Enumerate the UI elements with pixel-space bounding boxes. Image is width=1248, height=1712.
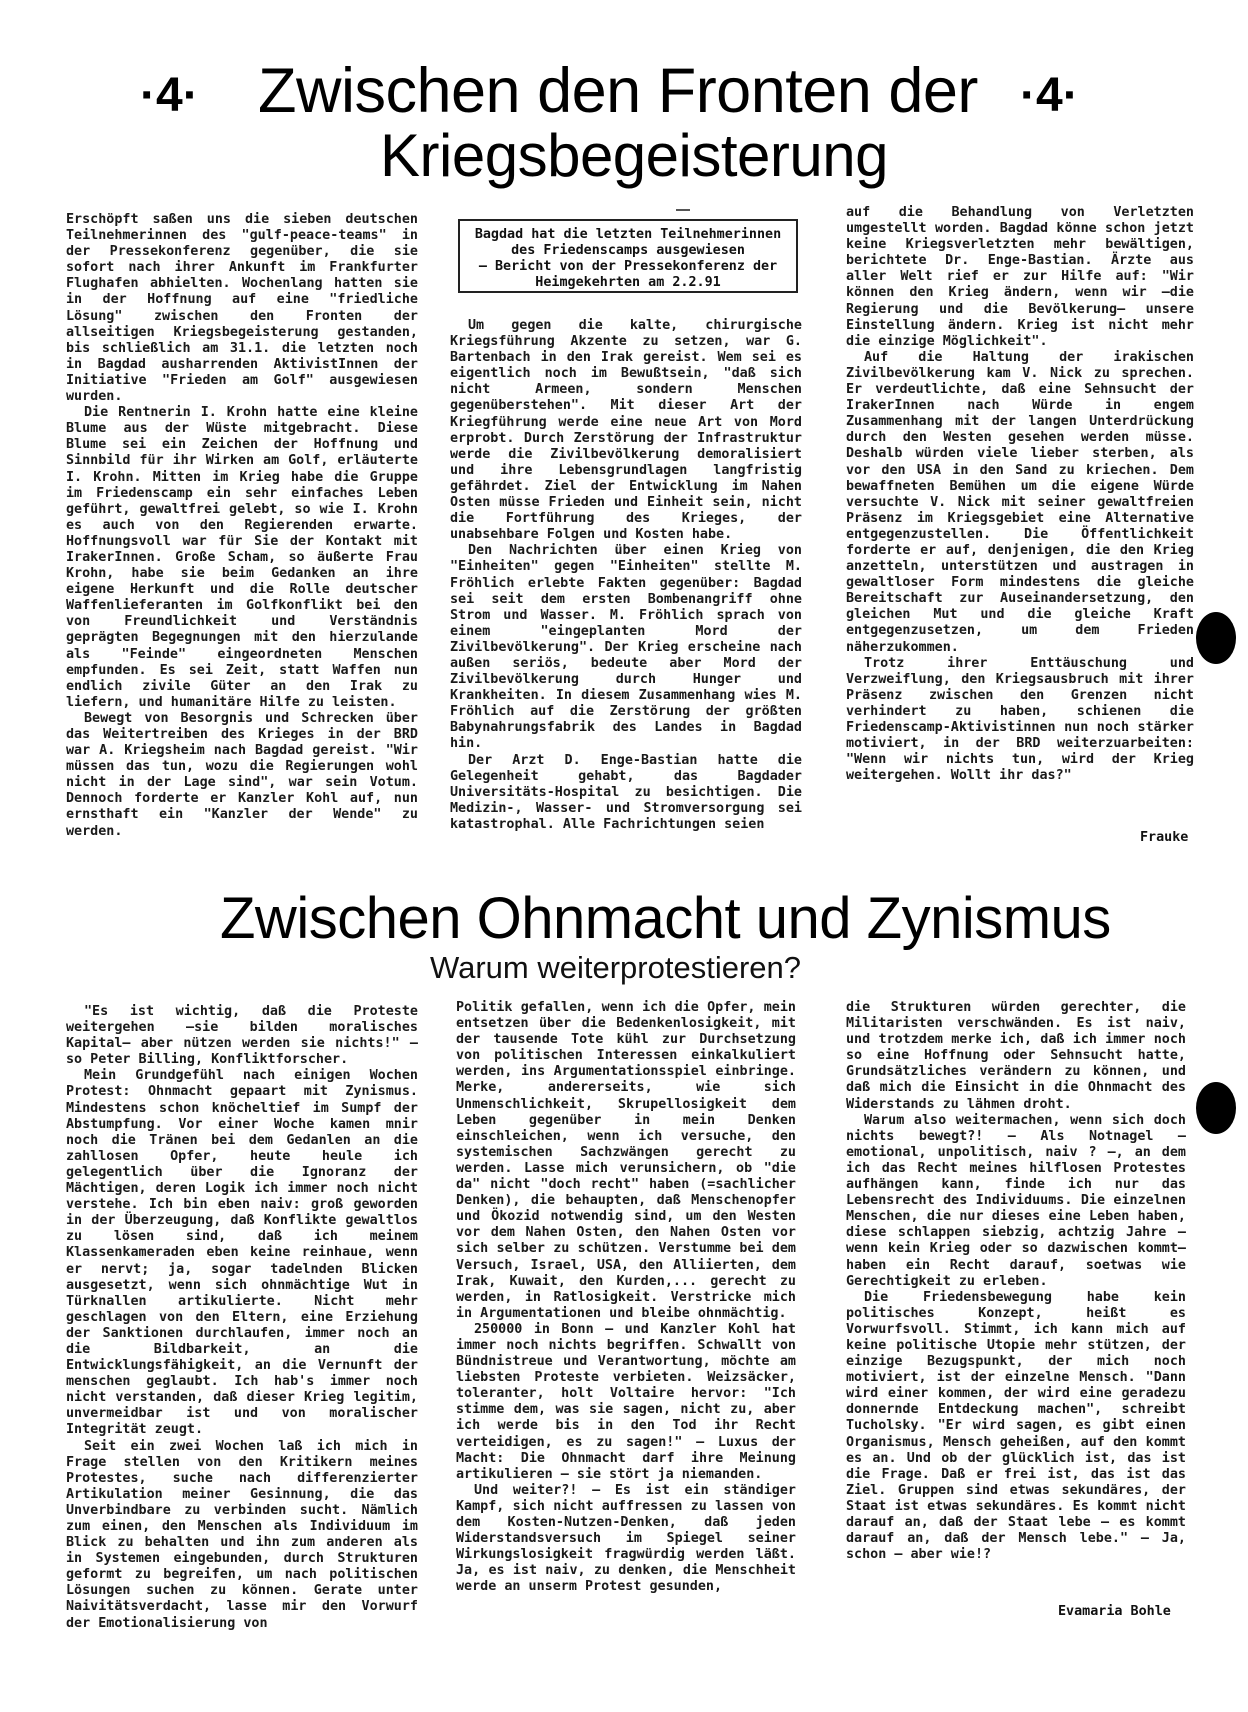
page-number-left: ·4· [140, 69, 199, 122]
paragraph: Seit ein zwei Wochen laß ich mich in Frage stellen von den Kritikern meines Protestes, suche nach differenzierter Artikulation meiner Gesinnung, die das Unverbindbare zu verbinden sucht. Nämlich zum einen, den Menschen als Individuum im Blick zu behalten und ihn zum anderen als in Systemen eingebunden, durch Strukturen geformt zu begreifen, um nach politischen Lösungen suchen zu können. Gerate unter Naivitätsverdacht, lasse mir den Vorwurf der Emotionalisierung von [66, 1438, 418, 1631]
paragraph: Die Rentnerin I. Krohn hatte eine kleine Blume aus der Wüste mitgebracht. Diese Blume sei ein Zeichen der Hoffnung und Sinnbild für ihr Wirken am Golf, erläuterte I. Krohn. Mitten im Krieg habe die Gruppe im Friedenscamp ein sehr einfaches Leben geführt, gewaltfrei gelebt, so wie I. Krohn es auch von den Regierenden erwarte. Hoffnungsvoll war für Sie der Kontakt mit IrakerInnen. Große Scham, so äußerte Frau Krohn, habe sie beim Gedanken an ihre eigene Herkunft und die Rolle deutscher Waffenlieferanten im Golfkonflikt bei den von Freundlichkeit und Verständnis geprägten Begegnungen mit den hierzulande als "Feinde" eingeordneten Menschen empfunden. Es sei Zeit, statt Waffen nun endlich zivile Güter an den Irak zu liefern, und humanitäre Hilfe zu leisten. [66, 405, 418, 710]
article2-column-2 [456, 1000, 796, 1595]
paragraph: Und weiter?! – Es ist ein ständiger Kampf, sich nicht auffressen zu lassen von dem Kosten-Nutzen-Denken, daß jeden Widerstandsversuch im Spiegel seiner Wirkungslosigkeit fragwürdig werden läßt. Ja, es ist naiv, zu denken, die Menschheit werde an unserm Protest gesunden, [456, 1482, 796, 1595]
paragraph: Trotz ihrer Enttäuschung und Verzweiflung, den Kriegsausbruch mit ihrer Präsenz zwischen den Grenzen nicht verhindert zu haben, schienen die Friedenscamp-Aktivistinnen nun noch stärker motiviert, in der BRD weiterzuarbeiten: "Wenn wir nichts tun, wird der Krieg weitergehen. Wollt ihr das?" [846, 655, 1194, 784]
paragraph: Politik gefallen, wenn ich die Opfer, mein entsetzen über die Bedenkenlosigkeit, mit der tausende Tote kühl zur Durchsetzung von politischen Interessen einkalkuliert werden, ins Argumentationsspiel einbringe. Merke, andererseits, wie sich Unmenschlichkeit, Skrupellosigkeit dem Leben gegenüber in mein Denken einschleichen, wenn ich versuche, den systemischen Sachzwängen gerecht zu werden. Lasse mich verunsichern, ob "die da" nicht "doch recht" haben (=sachlicher Denken), die behaupten, daß Menschenopfer und Ökozid notwendig sind, um den Westen vor dem Nahen Osten, den Nahen Osten vor sich selber zu schützen. Verstumme bei dem Versuch, Israel, USA, den Alliierten, dem Irak, Kuwait, den Kurden,... gerecht zu werden, in Ratlosigkeit. Verstricke mich in Argumentationen und bleibe ohnmächtig. [456, 1000, 796, 1321]
paragraph: Erschöpft saßen uns die sieben deutschen Teilnehmerinnen des "gulf-peace-teams" in der Pressekonferenz gegenüber, die sie sofort nach ihrer Ankunft im Frankfurter Flughafen abhielten. Wochenlang hatten sie in der Hoffnung auf eine "friedliche Lösung" zwischen den Fronten der allseitigen Kriegsbegeisterung gestanden, bis schließlich am 31.1. die letzten noch in Bagdad ausharrenden AktivistInnen der Initiative "Frieden am Golf" ausgewiesen wurden. [66, 212, 418, 405]
summary-line: – Bericht von der Pressekonferenz der [478, 259, 778, 274]
paragraph: 250000 in Bonn – und Kanzler Kohl hat immer noch nichts begriffen. Schwallt von Bündnistreue und Verantwortung, möchte am liebsten Proteste verbieten. Weizsäcker, toleranter, holt Voltaire hervor: "Ich stimme dem, was sie sagen, nicht zu, aber ich werde bis in den Tod ihr Recht verteidigen, es zu sagen!" – Luxus der Macht: Die Ohnmacht darf ihre Meinung artikulieren – sie stört ja niemanden. [456, 1321, 796, 1482]
article1-column-2 [450, 318, 802, 833]
paragraph: Auf die Haltung der irakischen Zivilbevölkerung kam V. Nick zu sprechen. Er verdeutlichte, daß eine Sehnsucht der IrakerInnen nach Würde in engem Zusammenhang mit der langen Unterdrückung durch den Westen gesehen werden müsse. Deshalb würden viele lieber sterben, als vor den USA in den Sand zu kriechen. Dem bewaffneten Bemühen um die eigene Würde versuchte V. Nick mit seiner gewaltfreien Präsenz im Kriegsgebiet eine Alternative entgegenzustellen. Die Öffentlichkeit forderte er auf, denjenigen, die den Krieg anzetteln, unterstützen und austragen in gewaltloser Form mindestens die gleiche Bereitschaft zur Auseinandersetzung, den gleichen Mut und die gleiche Kraft entgegenzusetzen, um dem Frieden näherzukommen. [846, 349, 1194, 655]
article2-author: Evamaria Bohle [1058, 1604, 1171, 1619]
paragraph: Um gegen die kalte, chirurgische Kriegsführung Akzente zu setzen, war G. Bartenbach in den Irak gereist. Wem sei es eigentlich noch im Bewußtsein, "daß sich nicht Armeen, sondern Menschen gegenüberstehen". Mit dieser Art der Kriegführung werde eine neue Art von Mord erprobt. Durch Zerstörung der Infrastruktur werde die Zivilbevölkerung demoralisiert und ihre Lebensgrundlagen langfristig gefährdet. Ziel der Entwicklung im Nahen Osten müsse Frieden und Einheit sein, nicht die Fortführung des Krieges, der unabsehbare Folgen und Kosten habe. [450, 318, 802, 543]
summary-line: Bagdad hat die letzten Teilnehmerinnen [474, 227, 782, 242]
page-number: 4 [1035, 69, 1063, 122]
paragraph: Die Friedensbewegung habe kein politisches Konzept, heißt es Vorwurfsvoll. Stimmt, ich kann mich auf keine politische Utopie mehr stützen, der einzige Bezugspunkt, der mich noch motiviert, ist der einzelne Mensch. "Dann wird einer kommen, der wird eine geradezu donnernde Entdeckung machen", schreibt Tucholsky. "Er wird sagen, es gibt einen Organismus, Mensch geheißen, auf den kommt es an. Und ob der glücklich ist, das ist die Frage. Daß er frei ist, das ist das Ziel. Gruppen sind etwas sekundäres, der Staat ist etwas sekundäres. Es kommt nicht darauf an, daß der Staat lebe – es kommt darauf an, daß der Mensch lebe." – Ja, schon – aber wie!? [846, 1289, 1186, 1563]
paragraph: die Strukturen würden gerechter, die Militaristen verschwänden. Es ist naiv, und trotzdem merke ich, daß ich immer noch so eine Hoffnung oder Sehnsucht hatte, Grundsätzliches verändern zu können, und daß mich die Einsicht in die Ohnmacht des Widerstands zu lähmen droht. [846, 1000, 1186, 1112]
page-number-right: ·4· [1020, 69, 1079, 122]
article1-column-1 [66, 212, 418, 840]
summary-line: des Friedenscamps ausgewiesen [511, 243, 745, 258]
article2-column-1 [66, 1004, 418, 1632]
article2-subtitle: Warum weiterprotestieren? [430, 950, 801, 985]
article2-title: Zwischen Ohnmacht und Zynismus [220, 886, 1111, 951]
paragraph: Der Arzt D. Enge-Bastian hatte die Gelegenheit gehabt, das Bagdader Universitäts-Hospital zu besichtigen. Die Medizin-, Wasser- und Stromversorgung sei katastrophal. Alle Fachrichtungen seien [450, 752, 802, 832]
paragraph: Mein Grundgefühl nach einigen Wochen Protest: Ohnmacht gepaart mit Zynismus. Mindestens schon knöcheltief im Sumpf der Abstumpfung. Vor einer Woche kamen mnir noch die Tränen bei dem Gedanlen an die zahllosen Opfer, heute heule ich gelegentlich über die Ignoranz der Mächtigen, deren Logik ich immer noch nicht verstehe. Ich bin eben naiv: groß geworden in der Überzeugung, daß Konflikte gewaltlos zu lösen sind, daß ich meinem Klassenkameraden eben keine reinhaue, wenn er nervt; ja, sogar tadelnden Blicken ausgesetzt, wenn sich ohnmächtige Wut in Türknallen artikulierte. Nicht mehr geschlagen von den Eltern, eine Erziehung der Sanktionen durchlaufen, immer noch an die Bildbarkeit, an die Entwicklungsfähigkeit, an die Vernunft der menschen geglaubt. Ich hab's immer noch nicht verstanden, daß dieser Krieg legitim, unvermeidbar ist und von moralischer Integrität zeugt. [66, 1068, 418, 1438]
page-number: 4 [155, 69, 183, 122]
article1-title-line1: Zwischen den Fronten der [258, 56, 978, 126]
paragraph: Den Nachrichten über einen Krieg von "Einheiten" gegen "Einheiten" stellte M. Fröhlich erlebte Fakten gegenüber: Bagdad sei seit dem ersten Bombenangriff ohne Strom und Wasser. M. Fröhlich sprach von einem "eingeplanten Mord der Zivilbevölkerung". Der Krieg erscheine nach außen seriös, bedeute aber Mord der Zivilbevölkerung durch Hunger und Krankheiten. In diesem Zusammenhang wies M. Fröhlich auf die Zerstörung der größten Babynahrungsfabrik des Landes in Bagdad hin. [450, 543, 802, 752]
paragraph: Bewegt von Besorgnis und Schrecken über das Weitertreiben des Krieges in der BRD war A. Kriegsheim nach Bagdad gereist. "Wir müssen das tun, wozu die Regierungen wohl nicht in der Lage sind", war sein Votum. Dennoch forderte er Kanzler Kohl auf, nun ernsthaft ein "Kanzler der Wende" zu werden. [66, 710, 418, 839]
summary-line: Heimgekehrten am 2.2.91 [535, 275, 721, 290]
punch-hole [1196, 612, 1236, 664]
paragraph: "Es ist wichtig, daß die Proteste weitergehen –sie bilden moralisches Kapital– aber nützen werden sie nichts!" – so Peter Billing, Konfliktforscher. [66, 1004, 418, 1068]
article1-title-line2: Kriegsbegeisterung [380, 122, 889, 189]
article1-author: Frauke [1140, 830, 1189, 845]
paragraph: Warum also weitermachen, wenn sich doch nichts bewegt?! – Als Notnagel – emotional, unpolitisch, naiv ? –, an dem ich das Recht meines hilflosen Protestes aufhängen kann, finde ich nur das Lebensrecht des Individuums. Die einzelnen Menschen, die nur dieses eine Leben haben, diese schlappen siebzig, achtzig Jahre –wenn kein Krieg oder so dazwischen kommt– haben ein Recht darauf, soetwas wie Gerechtigkeit zu erleben. [846, 1112, 1186, 1289]
article1-column-3 [846, 205, 1194, 784]
separator-tick [676, 209, 690, 211]
article2-column-3 [846, 1000, 1186, 1563]
paragraph: auf die Behandlung von Verletzten umgestellt worden. Bagdad könne schon jetzt keine Kriegsverletzten mehr bewältigen, berichtete Dr. Enge-Bastian. Ärzte aus aller Welt rief er zur Hilfe auf: "Wir können den Krieg ändern, wenn wir –die Regierung und die Bevölkerung– unsere Einstellung ändern. Krieg ist nicht mehr die einzige Möglichkeit". [846, 205, 1194, 349]
punch-hole [1196, 1082, 1236, 1134]
article1-summary-box [458, 219, 798, 293]
